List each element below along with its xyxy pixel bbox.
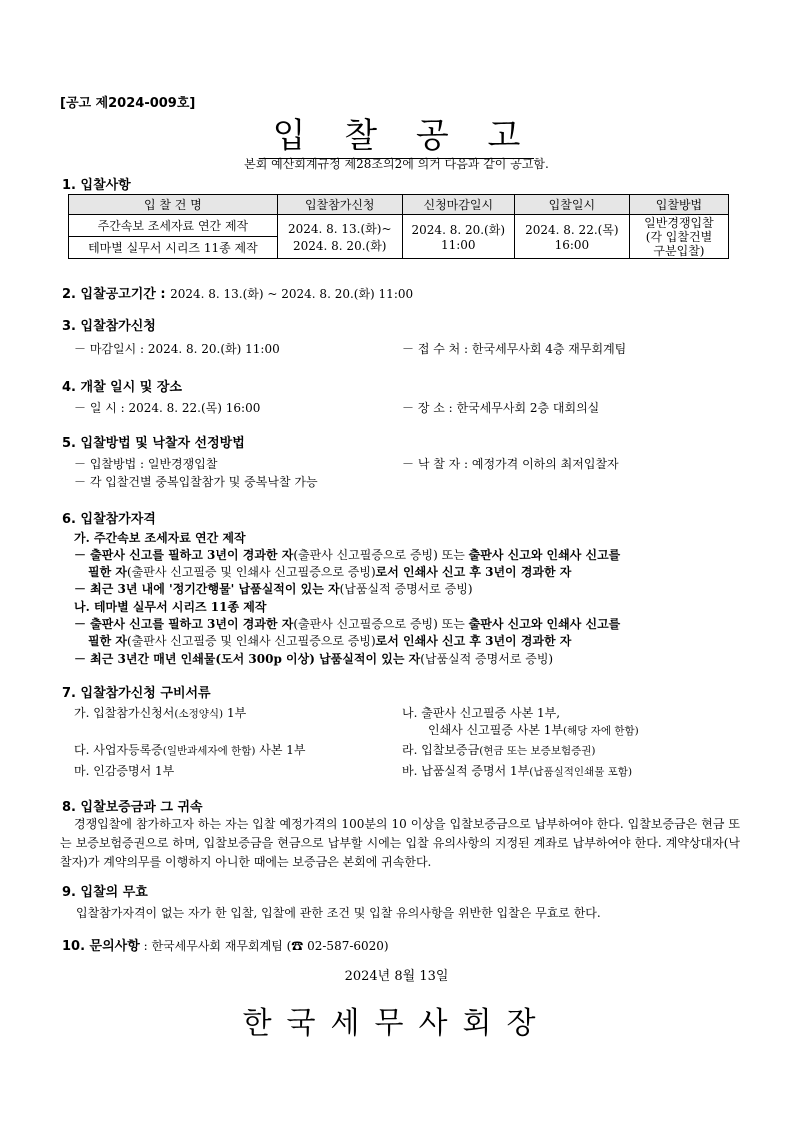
bid-method: － 입찰방법 : 일반경쟁입찰	[74, 457, 218, 471]
table-header: 입찰참가신청	[277, 195, 402, 215]
table-cell-apply: 2024. 8. 13.(화)~ 2024. 8. 20.(화)	[277, 215, 402, 259]
table-cell-item: 주간속보 조세자료 연간 제작	[69, 215, 278, 237]
opening-datetime: － 일 시 : 2024. 8. 22.(목) 16:00	[74, 401, 261, 415]
table-header: 입 찰 건 명	[69, 195, 278, 215]
qualification-ga-1: － 출판사 신고를 필하고 3년이 경과한 자(출판사 신고필증으로 증빙) 또는 출판사 신고와 인쇄사 신고를	[74, 548, 621, 562]
doc-ra: 라. 입찰보증금(현금 또는 보증보험증권)	[402, 743, 596, 757]
table-cell-deadline: 2024. 8. 20.(화) 11:00	[402, 215, 514, 259]
contact-info: : 한국세무사회 재무회계팀 (☎ 02-587-6020)	[139, 939, 389, 953]
table-header: 입찰방법	[629, 195, 728, 215]
table-header: 신청마감일시	[402, 195, 514, 215]
table-header: 입찰일시	[514, 195, 629, 215]
page-title: 입 찰 공 고	[259, 116, 535, 159]
section-4-heading: 4. 개찰 일시 및 장소	[62, 380, 182, 395]
section-1-heading: 1. 입찰사항	[62, 178, 131, 193]
qualification-ga-title: 가. 주간속보 조세자료 연간 제작	[74, 531, 246, 545]
doc-ba: 바. 납품실적 증명서 1부(납품실적인쇄물 포함)	[402, 764, 633, 778]
qualification-na-2: － 최근 3년간 매년 인쇄물(도서 300p 이상) 납품실적이 있는 자(납품실적 증명서로 증빙)	[74, 652, 554, 666]
qualification-na-1: － 출판사 신고를 필하고 3년이 경과한 자(출판사 신고필증으로 증빙) 또는 출판사 신고와 인쇄사 신고를	[74, 617, 621, 631]
bid-items-table	[68, 194, 729, 259]
doc-ga: 가. 입찰참가신청서(소정양식) 1부	[74, 706, 247, 720]
section-5-heading: 5. 입찰방법 및 낙찰자 선정방법	[62, 436, 245, 451]
deposit-paragraph: 경쟁입찰에 참가하고자 하는 자는 입찰 예정가격의 100분의 10 이상을 입찰보증금으로 납부하여야 한다. 입찰보증금은 현금 또는 보증보험증권으로 하며, 입찰보증금을 현금으로 납부할 시에는 입찰 유의사항의 지정된 계좌로 납부하여야 한다. 계약상대자(낙찰자)가 계약의무를 이행하지 아니한 때에는 보증금은 본회에 귀속한다.	[60, 817, 740, 869]
duplicate-bid-note: － 각 입찰건별 중복입찰참가 및 중복낙찰 가능	[74, 475, 318, 489]
application-place: － 접 수 처 : 한국세무사회 4층 재무회계팀	[402, 342, 627, 356]
application-deadline: － 마감일시 : 2024. 8. 20.(화) 11:00	[74, 342, 280, 356]
opening-place: － 장 소 : 한국세무사회 2층 대회의실	[402, 401, 600, 415]
invalid-bid-text: 입찰참가자격이 없는 자가 한 입찰, 입찰에 관한 조건 및 입찰 유의사항을 위반한 입찰은 무효로 한다.	[76, 906, 601, 920]
notice-number: [공고 제2024-009호]	[60, 96, 196, 111]
doc-da: 다. 사업자등록증(일반과세자에 한함) 사본 1부	[74, 743, 306, 757]
announcement-period: 2024. 8. 13.(화) ~ 2024. 8. 20.(화) 11:00	[170, 287, 414, 301]
qualification-na-1-cont: 필한 자(출판사 신고필증 및 인쇄사 신고필증으로 증빙)로서 인쇄사 신고 후 3년이 경과한 자	[88, 634, 572, 648]
intro-text: 본회 예산회계규정 제28조의2에 의거 다음과 같이 공고함.	[244, 157, 549, 171]
qualification-na-title: 나. 테마별 실무서 시리즈 11종 제작	[74, 600, 267, 614]
section-7-heading: 7. 입찰참가신청 구비서류	[62, 686, 211, 701]
doc-na: 나. 출판사 신고필증 사본 1부,	[402, 706, 561, 720]
doc-ma: 마. 인감증명서 1부	[74, 764, 175, 778]
section-10-heading: 10. 문의사항	[62, 939, 140, 954]
section-9-heading: 9. 입찰의 무효	[62, 885, 148, 900]
qualification-ga-1-cont: 필한 자(출판사 신고필증 및 인쇄사 신고필증으로 증빙)로서 인쇄사 신고 후 3년이 경과한 자	[88, 565, 572, 579]
table-cell-item: 테마별 실무서 시리즈 11종 제작	[69, 237, 278, 259]
section-6-heading: 6. 입찰참가자격	[62, 512, 156, 527]
issuer-signature: 한국세무사회장	[242, 1006, 551, 1041]
notice-date: 2024년 8월 13일	[344, 969, 449, 984]
section-8-heading: 8. 입찰보증금과 그 귀속	[62, 800, 203, 815]
table-cell-method: 일반경쟁입찰 (각 입찰건별 구분입찰)	[629, 215, 728, 259]
section-3-heading: 3. 입찰참가신청	[62, 319, 156, 334]
winner-criteria: － 낙 찰 자 : 예정가격 이하의 최저입찰자	[402, 457, 619, 471]
table-cell-bid-date: 2024. 8. 22.(목) 16:00	[514, 215, 629, 259]
qualification-ga-2: － 최근 3년 내에 '정기간행물' 납품실적이 있는 자(납품실적 증명서로 증빙)	[74, 582, 473, 596]
section-2-heading: 2. 입찰공고기간 :	[62, 287, 171, 302]
doc-na-cont: 인쇄사 신고필증 사본 1부(해당 자에 한함)	[428, 723, 639, 737]
